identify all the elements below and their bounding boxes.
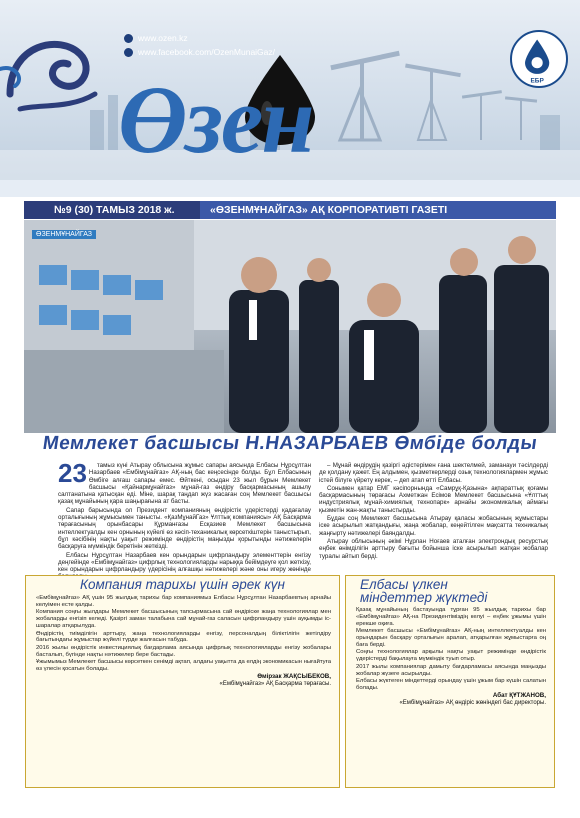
issue-number: №9 (30) ТАМЫЗ 2018 ж. [24, 201, 200, 219]
box-left-signature [26, 673, 339, 688]
masthead-logo-word: Өзен [118, 66, 313, 173]
svg-text:ЕБР: ЕБР [530, 77, 544, 85]
photo-overlay-logo: ӨЗЕНМҰНАЙГАЗ [32, 230, 96, 239]
main-headline: Мемлекет басшысы Н.НАЗАРБАЕВ Өмбіде болды [41, 433, 539, 454]
front-page-photo [24, 220, 556, 433]
newspaper-subtitle: «ӨЗЕНМҰНАЙГАЗ» АҚ КОРПОРАТИВТІ ГАЗЕТІ [200, 201, 556, 219]
box-paragraph: Өндірістің тиімділігін арттыру, жаңа технологияларды енгізу, персоналдың біліктілігін жетілдіру бағытындағы жұмыстар жүйелі түрде жалғасын табуда. [36, 630, 331, 644]
box-paragraph: Қазақ мұнайының бастауында тұрған 95 жылдық тарихы бар «Ембімұнайгаз» АҚ-на Президентіміздің келуі – еңбек ұжымы үшін ерекше оқиға. [356, 607, 546, 627]
article-paragraph: Сапар барысында ол Президент компанияның өндірістік үдерістерді қадағалау орталығының жұмысымен танысты. «ҚазМұнайГаз» Ұлттық компаниясы» АҚ Басқарма төрағасының орынбасары Құрманғазы Есқазиев Мемлекет басшысына интеллектуалды кен орнының күйелі өз кәсіп-теханикалық көрсеткіштерін таныстырып, бұл кәсібінің нақты уақыт режимінде өндірістің маңызды қорытынды нәтижелерін басқаруға мүмкіндік беретінін жеткізді. [58, 506, 311, 551]
signature-role: «Ембімұнайгаз» АҚ Басқарма төрағасы. [219, 681, 331, 688]
article-paragraph: Сонымен қатар ЕМГ кәсіпорнында «Самрұқ-Қазына» ақпараттық қоғамы басқармасының төрағасы Ахметжан Есімов Мемлекет басшысына «Ұлттық индустриялық мұнай-химиялық технопарк» арнайы экономикалық аймағы қызметін жан-жақты таныстырды. [319, 484, 548, 514]
signature-name: Абат ҚҰТЖАНОВ, [492, 692, 546, 700]
quote-box-left [25, 575, 340, 788]
box-left-title: Компания тарихы үшін әрек күн [80, 577, 285, 592]
masthead [0, 0, 580, 197]
box-right-text [346, 604, 554, 692]
signature-role: «Ембімұнайгаз» АҚ өндіріс жөніндегі бас директоры. [399, 700, 546, 707]
box-paragraph: Мемлекет басшысы «Ембімұнайгаз» АҚ-ның интеллектуалды кен орындарын басқару орталығын аралап, атқарылған жұмыстарға оң баға берді. [356, 628, 546, 649]
article-paragraph: Атырау облысының әкімі Нұрлан Ноғаев аталған электрондық ресурстық еңбек өнімділігін арттыру бағыты бойынша іске асырылып жатқан жобалар туралы айтып берді. [319, 537, 548, 560]
article-paragraph: – Мұнай өндірудің қазіргі әдістерімен ғана шектелмей, заманауи тәсілдерді де қолдану қажет. Ең алдымен, қызметкерлерді озық технологиялармен жұмыс істей білуге үйрету керек, – деп атап өтті Елбасы. [319, 462, 548, 484]
article-paragraph: тамыз күні Атырау облысына жұмыс сапары аясында Елбасы Нұрсұлтан Назарбаев «Ембімұнайгаз» АҚ-ның бас кеңсесінде болды. Бұл Елбасының Өмбіге алғаш сапары емес. Өйткені, осыдан 23 жыл бұрын Мемлекет басшысы «Қайнармұнайгаз» мұнай-газ өндіру басқармасының ашылу салтанатына қатысқан еді. Міне, шарақ таңдап жүз жасаған соң Мемлекет басшысы қазақ мұнайының қара шаңырағына ат басты. [58, 462, 311, 506]
box-paragraph: 2016 жылы өндірістік инвестициялық бағдарлама аясында цифрлық технологияларды енгізу жобалары басталып, бүгінде нақты нәтижелер бере бастады. [36, 644, 331, 658]
facebook-link[interactable]: www.facebook.com/OzenMunaiGaz/ [124, 45, 275, 59]
signature-name: Өмірзак ЖАҚСЫБЕКОВ, [257, 673, 331, 681]
quote-box-right [345, 575, 555, 788]
dropcap: 23 [58, 458, 87, 488]
box-paragraph: «Ембімұнайгаз» АҚ үшін 95 жылдық тарихы бар компаниямыз Елбасы Нұрсұлтан Назарбаевтың арнайы келуімен есте қалды. [36, 595, 331, 608]
box-paragraph: 2017 жылы компаниялар дамыту бағдарламасы аясында маңызды жобалар жүзеге асырылды. [356, 663, 546, 677]
box-paragraph: Ұжымымыз Мемлекет басшысы көрсеткен сенімді ақтап, алдағы уақытта да елдің экономикасын нығайтуға өз үлесін қосатын болады. [36, 659, 331, 673]
box-paragraph: Елбасы жүктеген міндеттерді орындау үшін ұжым бар күшін салатын болады. [356, 678, 546, 691]
box-paragraph: Компания соңғы жылдары Мемлекет басшысының тапсырмасына сай өндіріске жаңа технологиялар мен жобаларды енгізіп келеді. Қазіргі заман талабына сай мұнай-газ саласын цифрландыру үшін ауқымды іс-шаралар атқарылуда. [36, 609, 331, 630]
drop-emblem-icon [512, 32, 566, 86]
box-paragraph: Соңғы технологиялар арқылы нақты уақыт режимінде өндірістік үдерістерді бақылауға мүмкіндік туып отыр. [356, 649, 546, 663]
article-column-1 [58, 458, 311, 582]
company-emblem [510, 30, 568, 88]
box-right-title: Елбасы үлкен міндеттер жүктеді [360, 577, 488, 605]
masthead-banner [24, 201, 556, 219]
box-right-signature [346, 692, 554, 707]
ornament-icon [0, 24, 105, 119]
globe-icon [124, 34, 133, 43]
article-column-2 [319, 462, 548, 561]
facebook-icon [124, 48, 133, 57]
article-paragraph: Елбасы Нұрсұлтан Назарбаев кен орындарын цифрландыру элементтерін енгізу деңгейінде «Ембімұнайгаз» цифрлық технологияларды нарыққа бейімдеуге қол жеткізу, кен орындарын цифрландыру үдерісінің алғашқы нәтижелері және оны игеру жөнінде [58, 551, 311, 574]
website-link[interactable]: www.ozen.kz [124, 31, 275, 45]
photo-scene [24, 220, 556, 433]
article-paragraph: Бұдан соң Мемлекет басшысына Атырау қаласы жобасының жұмыстары іске асырылып жатқандығы, жаңа жобалар, кеңейтілген мақсатта техникалық жаңғырту нәтижелері баяндалды. [319, 515, 548, 537]
box-left-text [26, 592, 339, 673]
